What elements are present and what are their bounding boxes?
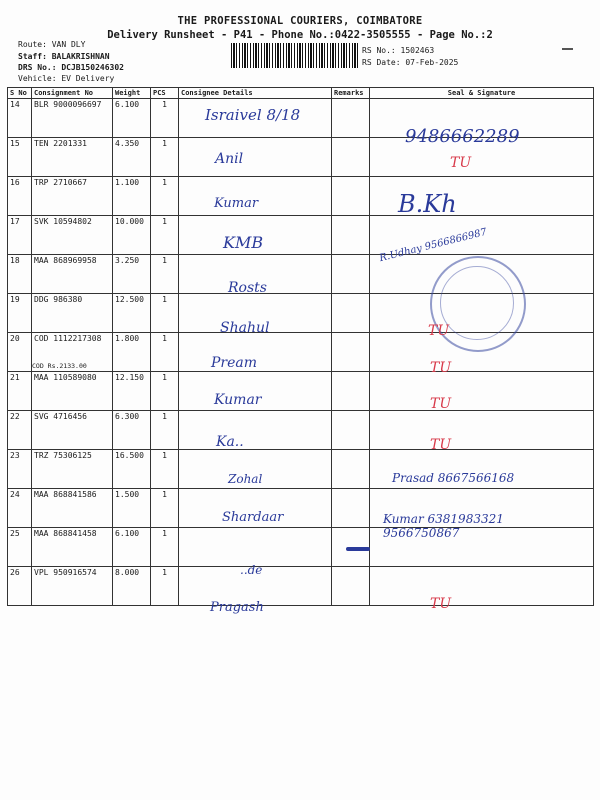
cell-weight xyxy=(113,99,151,138)
cell-remarks xyxy=(332,372,370,411)
cell-weight xyxy=(113,255,151,294)
col-pcs: PCS xyxy=(151,88,179,99)
meta-rs-no: RS No.: 1502463 xyxy=(362,46,435,55)
meta-vehicle: Vehicle: EV Delivery xyxy=(18,74,115,83)
cell-weight-text: 3.250 xyxy=(115,256,140,265)
cell-sno-text: 20 xyxy=(10,334,20,343)
cell-pcs-text: 1 xyxy=(162,490,167,499)
cell-weight-text: 1.500 xyxy=(115,490,140,499)
cell-pcs-text: 1 xyxy=(162,100,167,109)
cell-weight xyxy=(113,138,151,177)
cell-pcs-text: 1 xyxy=(162,217,167,226)
cell-weight-text: 1.800 xyxy=(115,334,140,343)
cell-remarks xyxy=(332,567,370,606)
cell-consignment xyxy=(32,333,113,372)
meta-rs-date: RS Date: 07-Feb-2025 xyxy=(362,58,459,67)
cell-sno-text: 25 xyxy=(10,529,20,538)
hw-signature-16: B.Kh xyxy=(398,190,457,218)
hw-consignee-20: Pream xyxy=(211,355,258,371)
cell-weight-text: 12.500 xyxy=(115,295,144,304)
cell-sno xyxy=(8,216,32,255)
cell-pcs-text: 1 xyxy=(162,334,167,343)
cell-consignment-text: TRP 2710667 xyxy=(34,178,87,187)
meta-route: Route: VAN DLY xyxy=(18,40,86,49)
cell-consignee xyxy=(179,411,332,450)
cell-remarks xyxy=(332,294,370,333)
barcode xyxy=(231,43,359,68)
hw-consignee-23: Zohal xyxy=(228,472,263,486)
cell-consignment-text: DDG 986380 xyxy=(34,295,83,304)
cell-consignment xyxy=(32,138,113,177)
cell-pcs xyxy=(151,216,179,255)
cell-pcs-text: 1 xyxy=(162,373,167,382)
cell-consignment xyxy=(32,177,113,216)
cell-weight xyxy=(113,567,151,606)
col-consignment: Consignment No xyxy=(32,88,113,99)
dash-mark xyxy=(562,48,573,50)
cell-weight-text: 6.100 xyxy=(115,100,140,109)
cell-consignment xyxy=(32,411,113,450)
hw-consignee-14: Israivel 8/18 xyxy=(205,106,301,124)
hw-consignee-16: Kumar xyxy=(214,196,259,211)
meta-drs: DRS No.: DCJB150246302 xyxy=(18,63,124,72)
cell-weight xyxy=(113,177,151,216)
cell-sno xyxy=(8,177,32,216)
cell-remarks xyxy=(332,255,370,294)
cell-weight-text: 12.150 xyxy=(115,373,144,382)
tu-mark-21: TU xyxy=(430,396,452,412)
table-row xyxy=(8,567,594,606)
table-header-row xyxy=(8,88,594,99)
cell-sno-text: 17 xyxy=(10,217,20,226)
cell-sno xyxy=(8,294,32,333)
hw-consignee-15: Anil xyxy=(215,151,244,167)
col-signature: Seal & Signature xyxy=(370,88,594,99)
cell-consignment-text: TRZ 75306125 xyxy=(34,451,92,460)
hw-signature-14: 9486662289 xyxy=(405,126,520,147)
cell-signature xyxy=(370,567,594,606)
tu-mark-26: TU xyxy=(430,596,452,612)
tu-mark-22: TU xyxy=(430,437,452,453)
cell-pcs xyxy=(151,333,179,372)
hw-consignee-24: Shardaar xyxy=(222,510,284,525)
cell-pcs xyxy=(151,99,179,138)
hw-consignee-19: Shahul xyxy=(220,320,270,336)
cell-consignment xyxy=(32,294,113,333)
hw-signature-23: Prasad 8667566168 xyxy=(392,471,515,485)
cell-consignment-text: MAA 868841586 xyxy=(34,490,97,499)
cell-sno xyxy=(8,333,32,372)
cell-pcs-text: 1 xyxy=(162,529,167,538)
hw-consignee-25: ..de xyxy=(240,563,263,577)
table-row xyxy=(8,177,594,216)
cell-pcs-text: 1 xyxy=(162,412,167,421)
cell-sno-text: 23 xyxy=(10,451,20,460)
cell-weight-text: 6.300 xyxy=(115,412,140,421)
cell-consignment-text: MAA 868969958 xyxy=(34,256,97,265)
seal-stamp-inner xyxy=(440,266,514,340)
cell-pcs xyxy=(151,177,179,216)
cell-pcs xyxy=(151,489,179,528)
col-weight: Weight xyxy=(113,88,151,99)
ink-smudge xyxy=(346,547,370,551)
cell-consignment-text: MAA 110589080 xyxy=(34,373,97,382)
cell-weight-text: 16.500 xyxy=(115,451,144,460)
cell-sno xyxy=(8,255,32,294)
company-title: THE PROFESSIONAL COURIERS, COIMBATORE xyxy=(177,15,423,27)
cell-sno-text: 21 xyxy=(10,373,20,382)
cell-sno-text: 15 xyxy=(10,139,20,148)
cell-pcs xyxy=(151,255,179,294)
cell-sno-text: 26 xyxy=(10,568,20,577)
hw-consignee-17: KMB xyxy=(223,233,264,252)
cell-signature xyxy=(370,372,594,411)
cell-pcs xyxy=(151,411,179,450)
cell-consignment-text: TEN 2201331 xyxy=(34,139,87,148)
cell-consignment-text: MAA 868841458 xyxy=(34,529,97,538)
cell-remarks xyxy=(332,411,370,450)
cell-consignment xyxy=(32,255,113,294)
cell-weight xyxy=(113,294,151,333)
col-remarks: Remarks xyxy=(332,88,370,99)
cell-consignment-text: SVK 10594802 xyxy=(34,217,92,226)
cell-sno xyxy=(8,567,32,606)
hw-consignee-22: Ka.. xyxy=(216,434,244,450)
cell-pcs xyxy=(151,294,179,333)
cell-weight-text: 8.000 xyxy=(115,568,140,577)
cell-sno-text: 18 xyxy=(10,256,20,265)
cell-weight-text: 1.100 xyxy=(115,178,140,187)
runsheet-subtitle: Delivery Runsheet - P41 - Phone No.:0422-3505555 - Page No.:2 xyxy=(107,29,493,41)
cell-pcs-text: 1 xyxy=(162,451,167,460)
cell-weight xyxy=(113,528,151,567)
cell-weight xyxy=(113,372,151,411)
cell-remarks xyxy=(332,216,370,255)
cell-sno xyxy=(8,99,32,138)
table-row xyxy=(8,216,594,255)
cell-sno-text: 19 xyxy=(10,295,20,304)
cell-consignment-text: VPL 950916574 xyxy=(34,568,97,577)
col-sno: S No xyxy=(8,88,32,99)
cell-signature xyxy=(370,411,594,450)
tu-mark-20: TU xyxy=(430,360,452,376)
tu-mark-19: TU xyxy=(428,323,450,339)
cell-remarks xyxy=(332,489,370,528)
cell-consignment xyxy=(32,99,113,138)
cell-sno-text: 22 xyxy=(10,412,20,421)
cell-sno xyxy=(8,372,32,411)
cell-remarks xyxy=(332,138,370,177)
cell-pcs-text: 1 xyxy=(162,256,167,265)
cell-weight xyxy=(113,411,151,450)
cell-pcs xyxy=(151,567,179,606)
cell-pcs xyxy=(151,450,179,489)
cell-consignment xyxy=(32,528,113,567)
cell-consignment-text: COD 1112217308 xyxy=(34,334,102,343)
cell-remarks xyxy=(332,177,370,216)
cell-consignee xyxy=(179,528,332,567)
cell-sno-text: 16 xyxy=(10,178,20,187)
meta-staff: Staff: BALAKRISHNAN xyxy=(18,52,110,61)
cell-consignment xyxy=(32,372,113,411)
cell-consignee xyxy=(179,138,332,177)
cell-sno xyxy=(8,450,32,489)
cell-weight xyxy=(113,333,151,372)
cell-pcs-text: 1 xyxy=(162,295,167,304)
cell-consignment xyxy=(32,216,113,255)
cell-consignment-text: SVG 4716456 xyxy=(34,412,87,421)
cell-weight xyxy=(113,216,151,255)
cod-amount: COD Rs.2133.00 xyxy=(32,362,87,370)
cell-remarks xyxy=(332,333,370,372)
hw-consignee-26: Pragash xyxy=(210,600,264,615)
cell-sno-text: 14 xyxy=(10,100,20,109)
cell-pcs-text: 1 xyxy=(162,178,167,187)
cell-sno xyxy=(8,138,32,177)
table-row xyxy=(8,372,594,411)
cell-pcs-text: 1 xyxy=(162,568,167,577)
cell-weight xyxy=(113,450,151,489)
col-consignee: Consignee Details xyxy=(179,88,332,99)
cell-consignment xyxy=(32,489,113,528)
cell-pcs-text: 1 xyxy=(162,139,167,148)
hw-signature-24: Kumar 6381983321 9566750867 xyxy=(383,512,504,540)
table-row xyxy=(8,411,594,450)
cell-pcs xyxy=(151,372,179,411)
tu-mark-15: TU xyxy=(450,155,472,171)
cell-sno xyxy=(8,489,32,528)
cell-remarks xyxy=(332,450,370,489)
cell-weight-text: 4.350 xyxy=(115,139,140,148)
hw-signature-17: R.Udhay 9566866987 xyxy=(378,226,489,265)
cell-remarks xyxy=(332,99,370,138)
cell-consignment-text: BLR 9000096697 xyxy=(34,100,102,109)
cell-sno xyxy=(8,528,32,567)
cell-weight-text: 10.000 xyxy=(115,217,144,226)
cell-consignment xyxy=(32,567,113,606)
cell-sno-text: 24 xyxy=(10,490,20,499)
hw-consignee-21: Kumar xyxy=(214,392,262,408)
cell-weight xyxy=(113,489,151,528)
cell-weight-text: 6.100 xyxy=(115,529,140,538)
cell-pcs xyxy=(151,138,179,177)
hw-consignee-18: Rosts xyxy=(228,280,267,296)
cell-sno xyxy=(8,411,32,450)
cell-pcs xyxy=(151,528,179,567)
cell-consignment xyxy=(32,450,113,489)
